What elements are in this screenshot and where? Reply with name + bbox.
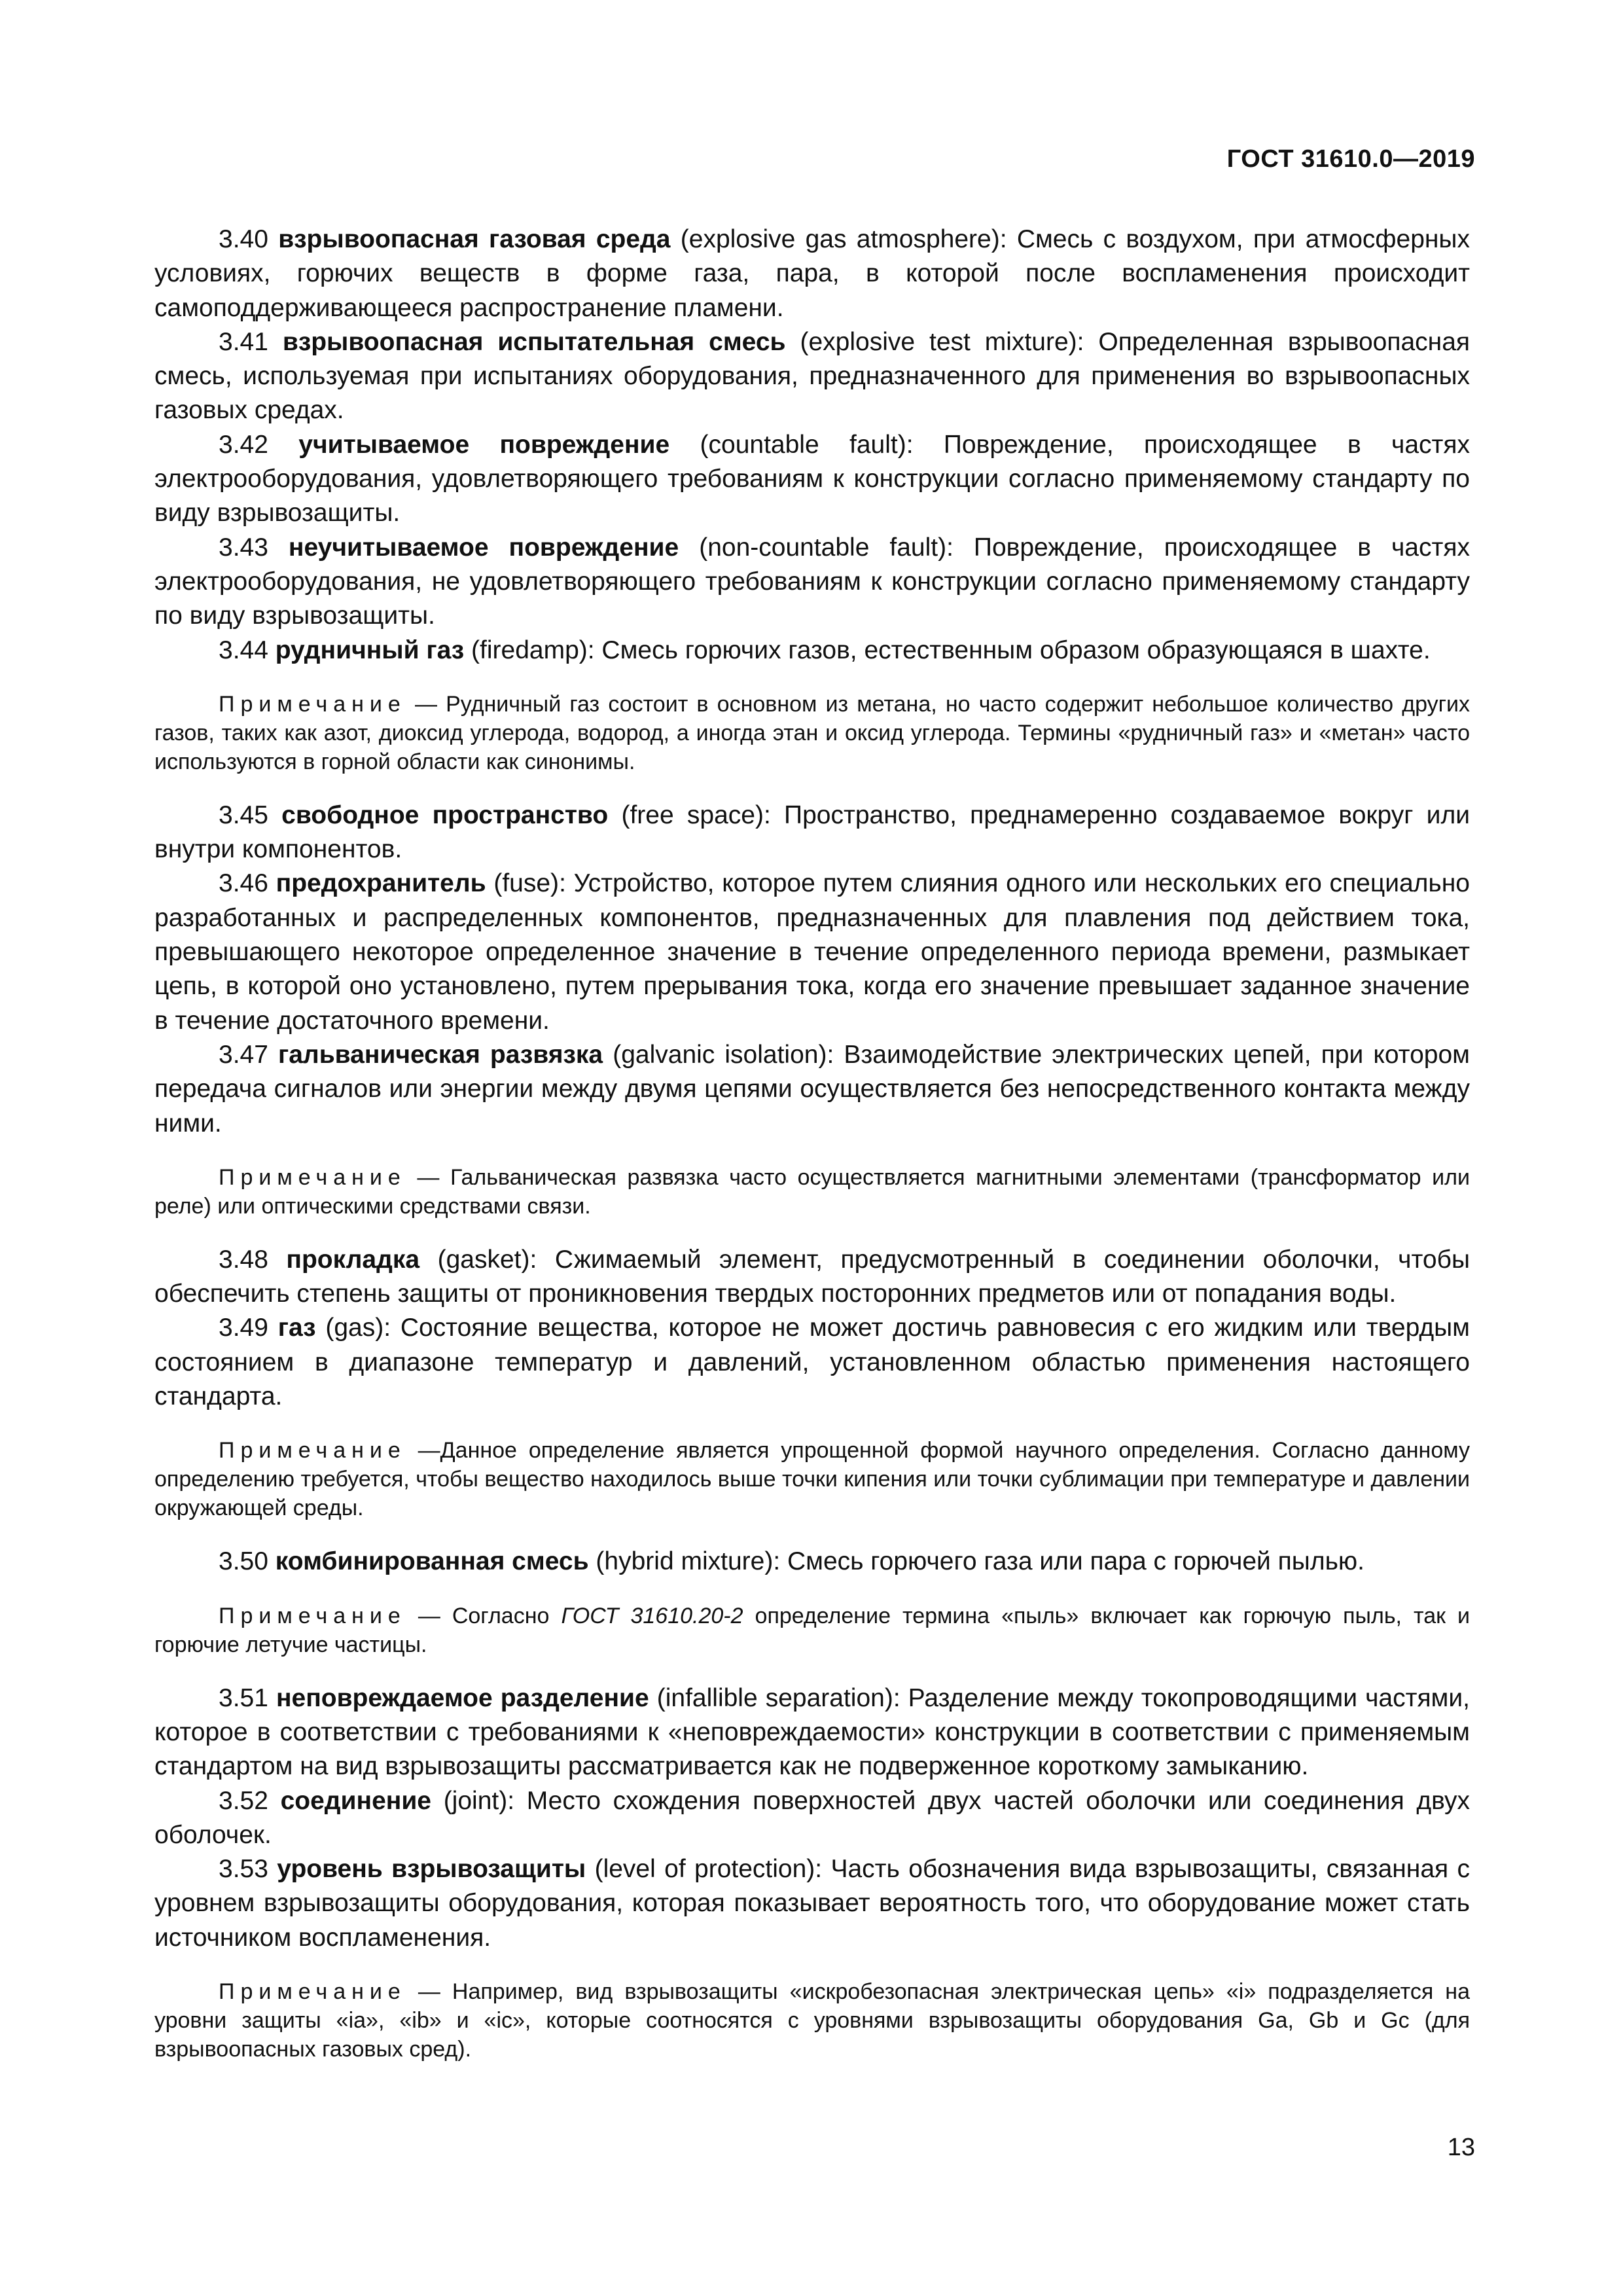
page-number: 13 <box>1447 2134 1475 2161</box>
term-entry: 3.40 взрывоопасная газовая среда (explosive gas atmosphere): Смесь с воздухом, при атмосферных условиях, горючих веществ в форме газа, пара, в которой после воспламенения происходит самоподдерживающееся распространение пламени. <box>154 225 1470 322</box>
document-body <box>154 223 1470 2086</box>
term-entry: 3.46 предохранитель (fuse): Устройство, которое путем слияния одного или нескольких его специально разработанных и распределенных компонентов, предназначенных для плавления под действием тока, превышающего некоторое определенное значение в течение определенного периода времени, размыкает цепь, в которой оно установлено, путем прерывания тока, когда его значение превышает заданное значение в течение достаточного времени. <box>154 869 1470 1035</box>
standard-reference: ГОСТ 31610.20-2 <box>561 1603 743 1628</box>
term-entry: 3.47 гальваническая развязка (galvanic isolation): Взаимодействие электрических цепей, при котором передача сигналов или энергии между двумя цепями осуществляется без непосредственного контакта между ними. <box>154 1040 1470 1138</box>
term-entry: 3.43 неучитываемое повреждение (non-countable fault): Повреждение, происходящее в частях электрооборудования, не удовлетворяющего требованиям к конструкции согласно применяемому стандарту по виду взрывозащиты. <box>154 533 1470 630</box>
term-entry: 3.42 учитываемое повреждение (countable fault): Повреждение, происходящее в частях электрооборудования, удовлетворяющего требованиям к конструкции согласно применяемому стандарту по виду взрывозащиты. <box>154 430 1470 528</box>
term-entry: 3.45 свободное пространство (free space): Пространство, преднамеренно создаваемое вокруг или внутри компонентов. <box>154 800 1470 864</box>
note: Примечание — Например, вид взрывозащиты «искробезопасная электрическая цепь» «i» подразделяется на уровни защиты «ia», «ib» и «ic», которые соотносятся с уровнями взрывозащиты оборудования Ga, Gb и Gc (для взрывоопасных газовых сред). <box>154 1979 1470 2062</box>
term-entry: 3.52 соединение (joint): Место схождения поверхностей двух частей оболочки или соединения двух оболочек. <box>154 1786 1471 1849</box>
note: Примечание — Согласно ГОСТ 31610.20-2 определение термина «пыль» включает как горючую пыль, так и горючие летучие частицы. <box>154 1603 1471 1657</box>
term-entry: 3.48 прокладка (gasket): Сжимаемый элемент, предусмотренный в соединении оболочки, чтобы обеспечить степень защиты от проникновения твердых посторонних предметов или от попадания воды. <box>154 1245 1470 1308</box>
term-entry: 3.53 уровень взрывозащиты (level of protection): Часть обозначения вида взрывозащиты, связанная с уровнем взрывозащиты оборудования, которая показывает вероятность того, что оборудование может стать источником воспламенения. <box>154 1855 1470 1952</box>
document-header: ГОСТ 31610.0—2019 <box>1226 145 1475 173</box>
term-entry: 3.49 газ (gas): Состояние вещества, которое не может достичь равновесия с его жидким или твердым состоянием в диапазоне температур и давлений, установленном областью применения настоящего стандарта. <box>154 1314 1470 1411</box>
term-entry: 3.44 рудничный газ (firedamp): Смесь горючих газов, естественным образом образующаяся в шахте. <box>219 636 1431 664</box>
term-entry: 3.41 взрывоопасная испытательная смесь (explosive test mixture): Определенная взрывоопасная смесь, используемая при испытаниях оборудования, предназначенного для применения во взрывоопасных газовых средах. <box>154 327 1471 425</box>
term-entry: 3.51 неповреждаемое разделение (infallible separation): Разделение между токопроводящими частями, которое в соответствии с требованиями к «неповреждаемости» конструкции в соответствии с применяемым стандартом на вид взрывозащиты рассматривается как не подверженное короткому замыканию. <box>154 1683 1470 1781</box>
note: Примечание —Данное определение является упрощенной формой научного определения. Согласно данному определению требуется, чтобы вещество находилось выше точки кипения или точки сублимации при температуре и давлении окружающей среды. <box>154 1438 1470 1521</box>
note: Примечание — Рудничный газ состоит в основном из метана, но часто содержит небольшое количество других газов, таких как азот, диоксид углерода, водород, а иногда этан и оксид углерода. Термины «рудничный газ» и «метан» часто используются в горной области как синонимы. <box>154 691 1470 774</box>
term-entry: 3.50 комбинированная смесь (hybrid mixture): Смесь горючего газа или пара с горючей пылью. <box>219 1547 1364 1576</box>
note: Примечание — Гальваническая развязка часто осуществляется магнитными элементами (трансформатор или реле) или оптическими средствами связи. <box>154 1164 1470 1219</box>
